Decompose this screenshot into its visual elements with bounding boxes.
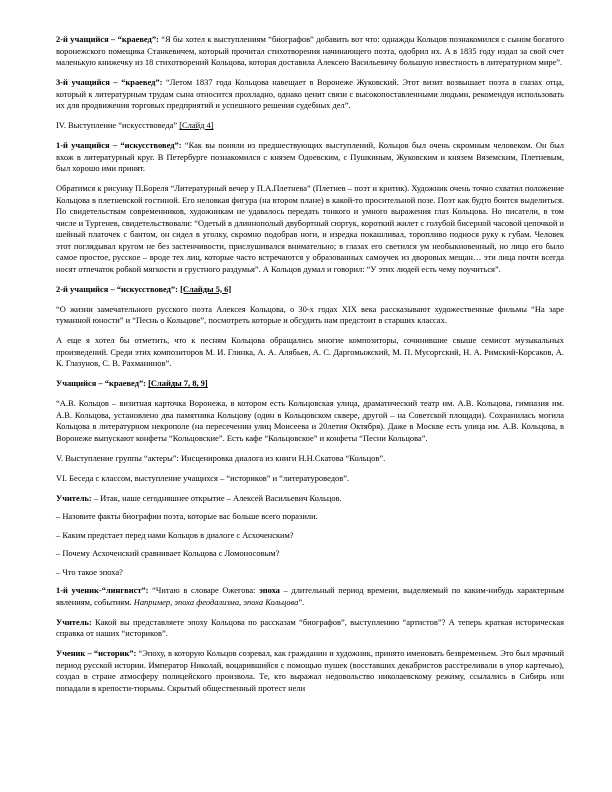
text-run: 1-й ученик-“лингвист”: — [56, 585, 153, 595]
text-run: – длительный период времени, выделяемый по каким-нибудь характерным явлениям, событиям. — [56, 585, 565, 607]
text-run: V. Выступление группы “актеры”: Инсценировка диалога из книги Н.Н.Скатова “Кольцов”. — [56, 452, 386, 463]
paragraph — [56, 335, 564, 370]
paragraph — [56, 398, 564, 444]
text-run: “Читаю в словаре Ожегова: — [152, 585, 260, 595]
paragraph — [56, 183, 564, 275]
text-run: Ученик – “историк”: — [56, 648, 139, 658]
text-run: ”. — [298, 596, 305, 607]
text-run: “О жизни замечательного русского поэта Алексея Кольцова, о 30-х годах XIX века рассказывают художественные фильмы “На заре туманной юности” и “Песнь о Кольцове”, посмотреть которые и обсудить нам предстоит в старших классах. — [56, 303, 564, 325]
paragraph — [56, 378, 564, 390]
text-run: Обратимся к рисунку П.Бореля “Литературный вечер у П.А.Плетнева” (Плетнев – поэт и критик). Художник очень точно схватил положение Кольцова в плетневской гостиной. Его неловкая фигура (на втором плане) в какой-то просительной позе. Поэт как будто боится выделиться. По свидетельствам современников, художникам не удавалось передать тонкого и умного выражения глаз Кольцова. Но писатели, в том числе и Тургенев, свидетельствовали: “Одетый в длиннополый двубортный сюртук, короткий жилет с голубой бисерной часовой цепочкой и шейный платочек с бантом, он сидел в уголку, скромно подобрав ноги, и изредка покашливал, торопливо поднося руку к губам. Человек этот поглядывал кругом не без застенчивости, прислушивался внимательно; в глазах его светился ум необыкновенный, но лицо его было самое простое, русское – вроде тех лиц, которые часто встречаются у образованных самоучек из дворовых мещан… эти лица почти всегда носят отпечаток робкой мягкости и грустного раздумья”. А Кольцов думал и говорил: “У этих людей есть чему поучиться”. — [56, 183, 564, 274]
paragraph — [56, 453, 564, 465]
paragraph — [56, 140, 564, 175]
paragraph — [56, 304, 564, 327]
text-run: “Я бы хотел к выступлениям “биографов” добавить вот что: однажды Кольцов познакомился с сыном богатого воронежского помещика Станкевичем, который прочитал стихотворения начинающего поэта, одобрил их. А в 1835 году издал за свой счет маленькую книжечку из 18 стихотворений Кольцова, которая доставила Алексею Васильевичу большую известность в литературном мире”. — [56, 34, 564, 67]
text-run: [Слайд 4] — [179, 120, 214, 130]
paragraph — [56, 648, 564, 694]
paragraph — [56, 567, 564, 579]
paragraph — [56, 493, 564, 505]
text-run: [Слайды 7, 8, 9] — [148, 378, 208, 388]
paragraph — [56, 77, 564, 112]
text-run: – Почему Асхоченский сравнивает Кольцова с Ломоносовым? — [56, 548, 280, 558]
text-run: – Каким предстает перед нами Кольцов в диалоге с Асхоченским? — [56, 529, 294, 540]
text-run: Учитель: — [56, 616, 96, 627]
text-run: Учитель: — [56, 492, 94, 503]
paragraph — [56, 548, 564, 560]
paragraph — [56, 473, 564, 485]
text-run: эпоха — [259, 585, 280, 595]
text-run: – Назовите факты биографии поэта, которые вас больше всего поразили. — [56, 511, 318, 521]
text-run: Например, эпоха феодализма, эпоха Кольцова — [133, 596, 299, 607]
text-run: “Эпоху, в которую Кольцов созревал, как гражданин и художник, принято именовать безвременьем. Это был мрачный период русской истории. Император Николай, воцарившийся с помощью пушек (восставших декабристов расстреливали в упор картечью), создал в стране атмосферу полицейского произвола. Те, кто выражал недовольство николаевскому режиму, ссылались в Сибирь или попадали в крепости-тюрьмы. Скрытый общественный протест нели — [56, 648, 564, 693]
text-run: А еще я хотел бы отметить, что к песням Кольцова обращались многие композиторы, сочинившие свыше семисот музыкальных произведений. Среди этих композиторов М. И. Глинка, А. А. Алябьев, А. С. Даргомыжский, М. П. Мусоргский, Н. А. Римский-Корсаков, А. К. Глазунов, С. В. Рахманинов”. — [56, 335, 564, 368]
text-run: [Слайды 5, 6] — [180, 283, 232, 294]
text-run: “Как вы поняли из предшествующих выступлений, Кольцов был очень скромным человеком. Он был вхож в литературный круг. В Петербурге познакомился с князем Одоевским, с Пушкиным, Жуковским и князем Вяземским, Плетневым, был хорошо ими принят. — [56, 140, 564, 173]
text-run: – Итак, наше сегодняшнее открытие – Алексей Васильевич Кольцов. — [93, 492, 342, 503]
text-run: VI. Беседа с классом, выступление учащихся – “историков” и “литературоведов”. — [56, 472, 350, 483]
paragraph — [56, 530, 564, 542]
document-page — [56, 34, 564, 703]
paragraph — [56, 617, 564, 640]
paragraph — [56, 120, 564, 132]
paragraph — [56, 34, 564, 69]
text-run: IV. Выступление “искусствоведа” — [56, 120, 180, 130]
text-run: Какой вы представляете эпоху Кольцова по рассказам “биографов”, выступлению “артистов”? А теперь краткая историческая справка от наших “историков”. — [56, 616, 564, 638]
text-run: 2-й учащийся – “краевед”: — [56, 34, 162, 44]
paragraph — [56, 585, 564, 608]
text-run: 3-й учащийся – “краевед”: — [56, 77, 166, 87]
text-run: “А.В. Кольцов – визитная карточка Воронежа, в котором есть Кольцовская улица, драматический театр им. А.В. Кольцова, гимназия им. А.В. Кольцова, установлено два памятника Кольцову (один в Кольцовском сквере, другой – на Советской площади). Сохранилась могила Кольцова в литературном некрополе (на пересечении улиц Моисеева и 20летия Октября). Даже в Москве есть улица им. А.В. Кольцова, в Воронеже выпускают конфеты “Кольцовские”. Есть кафе “Кольцовское” и конфеты “Песни Кольцова”. — [56, 398, 564, 443]
text-run: – Что такое эпоха? — [56, 566, 123, 577]
text-run: 2-й учащийся – “искусствовед”: — [56, 283, 181, 294]
text-run: “Летом 1837 года Кольцова навещает в Воронеже Жуковский. Этот визит возвышает поэта в глазах отца, который к литературным трудам сына относится прохладно, однако ценит связи с высокопоставленными людьми, рекомендуя использовать их для продвижения торговых предприятий и успешного решения судебных дел”. — [56, 77, 564, 110]
text-run: 1-й учащийся – “искусствовед”: — [56, 140, 185, 150]
paragraph — [56, 511, 564, 523]
text-run: Учащийся – “краевед”: — [56, 378, 149, 388]
paragraph — [56, 284, 564, 296]
